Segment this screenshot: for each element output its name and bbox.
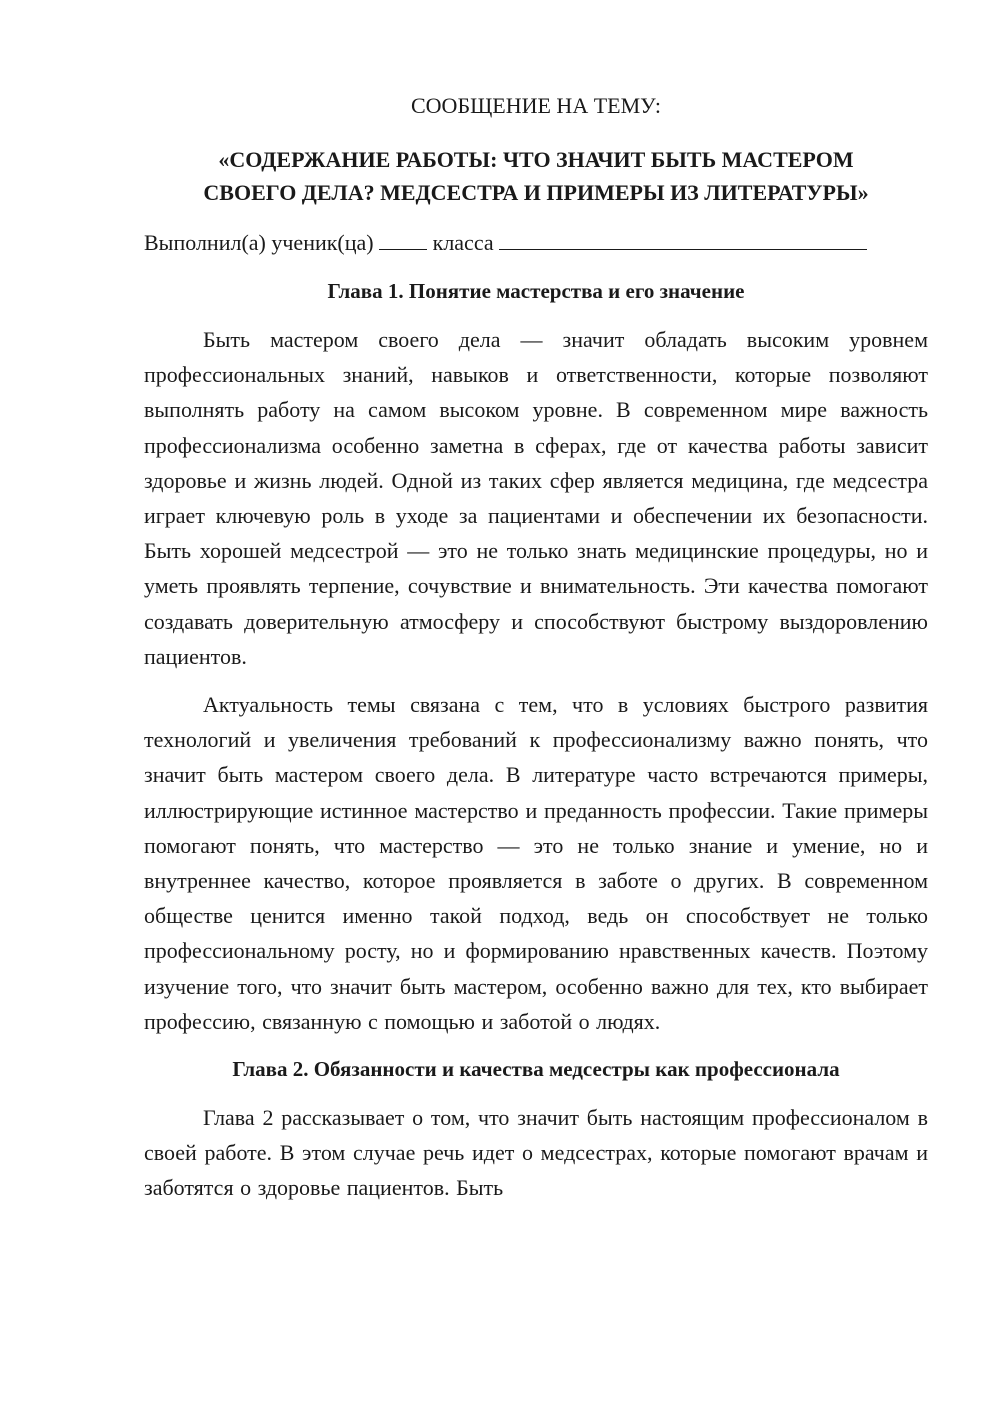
document-body [144,88,928,1219]
name-blank-field [499,227,867,250]
chapter-2 [144,1052,928,1206]
chapter-2-heading: Глава 2. Обязанности и качества медсестры как профессионала [232,1057,840,1082]
author-line [144,225,928,260]
document-title [144,143,928,209]
class-blank-field [379,227,427,250]
document-title-line-1: «СОДЕРЖАНИЕ РАБОТЫ: ЧТО ЗНАЧИТ БЫТЬ МАСТЕРОМ [218,147,854,172]
chapter-1-heading: Глава 1. Понятие мастерства и его значение [327,279,745,303]
document-header: СООБЩЕНИЕ НА ТЕМУ: [411,93,661,118]
chapter-1 [144,274,928,1039]
chapter-1-paragraph-1: Быть мастером своего дела — значит обладать высоким уровнем профессиональных знаний, навыков и ответственности, которые позволяют выполнять работу на самом высоком уровне. В современном мире важность профессионализма особенно заметна в сферах, где от качества работы зависит здоровье и жизнь людей. Одной из таких сфер является медицина, где медсестра играет ключевую роль в уходе за пациентами и обеспечении их безопасности. Быть хорошей медсестрой — это не только знать медицинские процедуры, но и уметь проявлять терпение, сочувствие и внимательность. Эти качества помогают создавать доверительную атмосферу и способствуют быстрому выздоровлению пациентов. [144,327,928,669]
author-class-label: класса [432,230,494,255]
chapter-2-paragraph-1: Глава 2 рассказывает о том, что значит быть настоящим профессионалом в своей работе. В этом случае речь идет о медсестрах, которые помогают врачам и заботятся о здоровье пациентов. Быть [144,1105,928,1201]
document-title-line-2: СВОЕГО ДЕЛА? МЕДСЕСТРА И ПРИМЕРЫ ИЗ ЛИТЕРАТУРЫ» [203,180,869,205]
author-prefix: Выполнил(а) ученик(ца) [144,230,374,255]
chapter-1-paragraph-2: Актуальность темы связана с тем, что в условиях быстрого развития технологий и увеличения требований к профессионализму важно понять, что значит быть мастером своего дела. В литературе часто встречаются примеры, иллюстрирующие истинное мастерство и преданность профессии. Такие примеры помогают понять, что мастерство — это не только знание и умение, но и внутреннее качество, которое проявляется в заботе о других. В современном обществе ценится именно такой подход, ведь он способствует не только профессиональному росту, но и формированию нравственных качеств. Поэтому изучение того, что значит быть мастером, особенно важно для тех, кто выбирает профессию, связанную с помощью и заботой о людях. [144,692,928,1034]
